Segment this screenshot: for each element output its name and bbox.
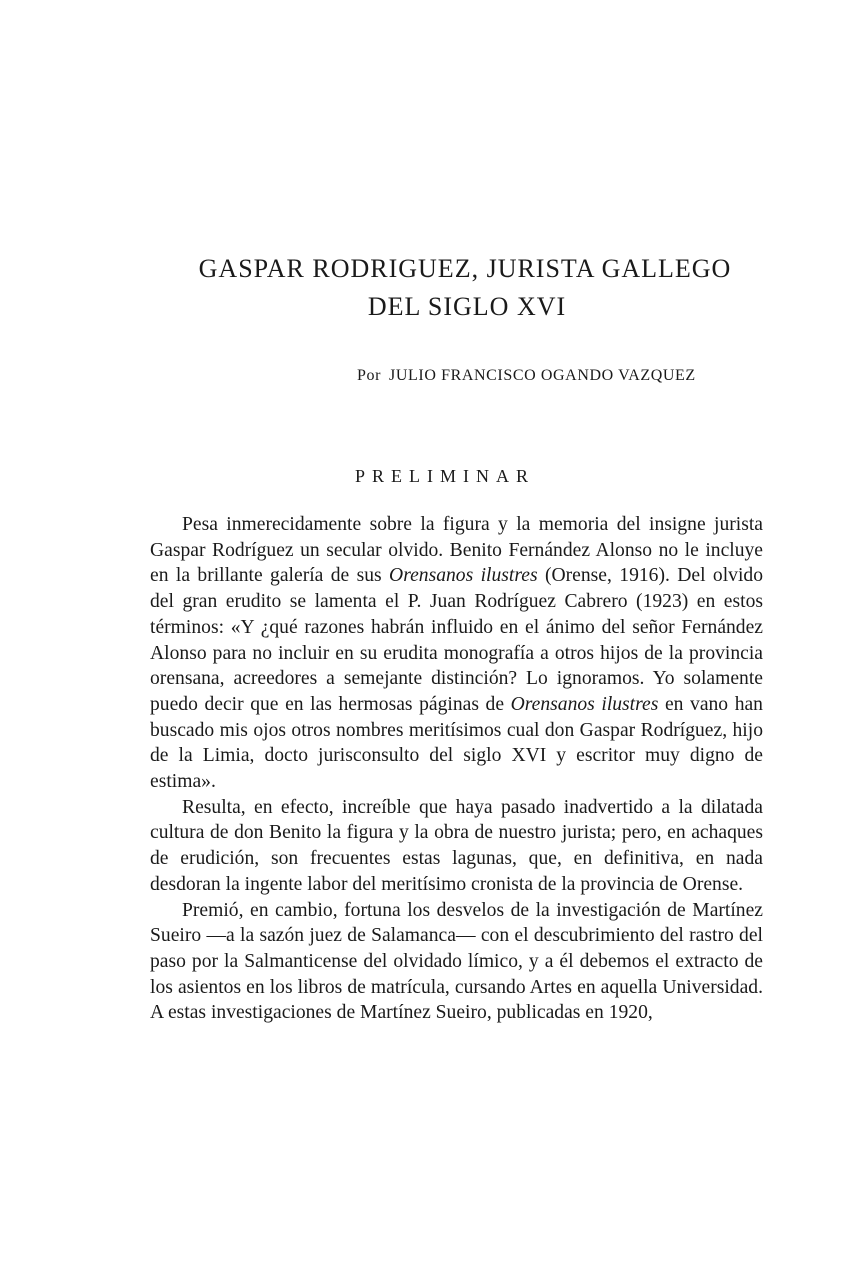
author-prefix: Por xyxy=(357,367,382,384)
text-run: Resulta, en efecto, increíble que haya pasado inadvertido a la dilatada cultura de don Benito la figura y la obra de nuestro jurista; pero, en achaques de erudición, son frecuentes estas lagunas, que, en definitiva, en nada desdoran la ingente labor del meritísimo cronista de la provincia de Orense. xyxy=(150,796,763,895)
paragraph xyxy=(150,795,763,898)
section-heading: PRELIMINAR xyxy=(355,466,536,486)
paragraph xyxy=(150,512,763,795)
italic-title-run: Orensanos ilustres xyxy=(510,693,659,715)
author-byline xyxy=(357,367,696,385)
body-text xyxy=(150,512,763,1026)
text-run: Premió, en cambio, fortuna los desvelos de la investigación de Martínez Sueiro —a la sazón juez de Salamanca— con el descubrimiento del rastro del paso por la Salmanticense del olvidado límico, y a él debemos el extracto de los asientos en los libros de matrícula, cursando Artes en aquella Universidad. A estas investigaciones de Martínez Sueiro, publicadas en 1920, xyxy=(150,899,763,1024)
author-name: JULIO FRANCISCO OGANDO VAZQUEZ xyxy=(389,367,696,384)
text-run: en vano han buscado mis ojos otros nombres meritísimos cual don Gaspar Rodríguez, hijo de la Limia, docto jurisconsulto del siglo XVI y escritor muy digno de estima». xyxy=(150,693,763,793)
article-title-line-2: DEL SIGLO XVI xyxy=(367,292,567,321)
paragraph xyxy=(150,898,763,1027)
italic-title-run: Orensanos ilustres xyxy=(389,565,538,587)
article-title-line-1: GASPAR RODRIGUEZ, JURISTA GALLEGO xyxy=(198,254,732,283)
text-run: (Orense, 1916). Del olvido del gran erudito se lamenta el P. Juan Rodríguez Cabrero (1923) en estos términos: «Y ¿qué razones habrán influido en el ánimo del señor Fernández Alonso para no incluir en su erudita monografía a otros hijos de la provincia orensana, acreedores a semejante distinción? Lo ignoramos. Yo solamente puedo decir que en las hermosas páginas de xyxy=(150,565,764,715)
text-run: Pesa inmerecidamente sobre la figura y la memoria del insigne jurista Gaspar Rodríguez un secular olvido. Benito Fernández Alonso no le incluye en la brillante galería de sus xyxy=(150,514,763,587)
